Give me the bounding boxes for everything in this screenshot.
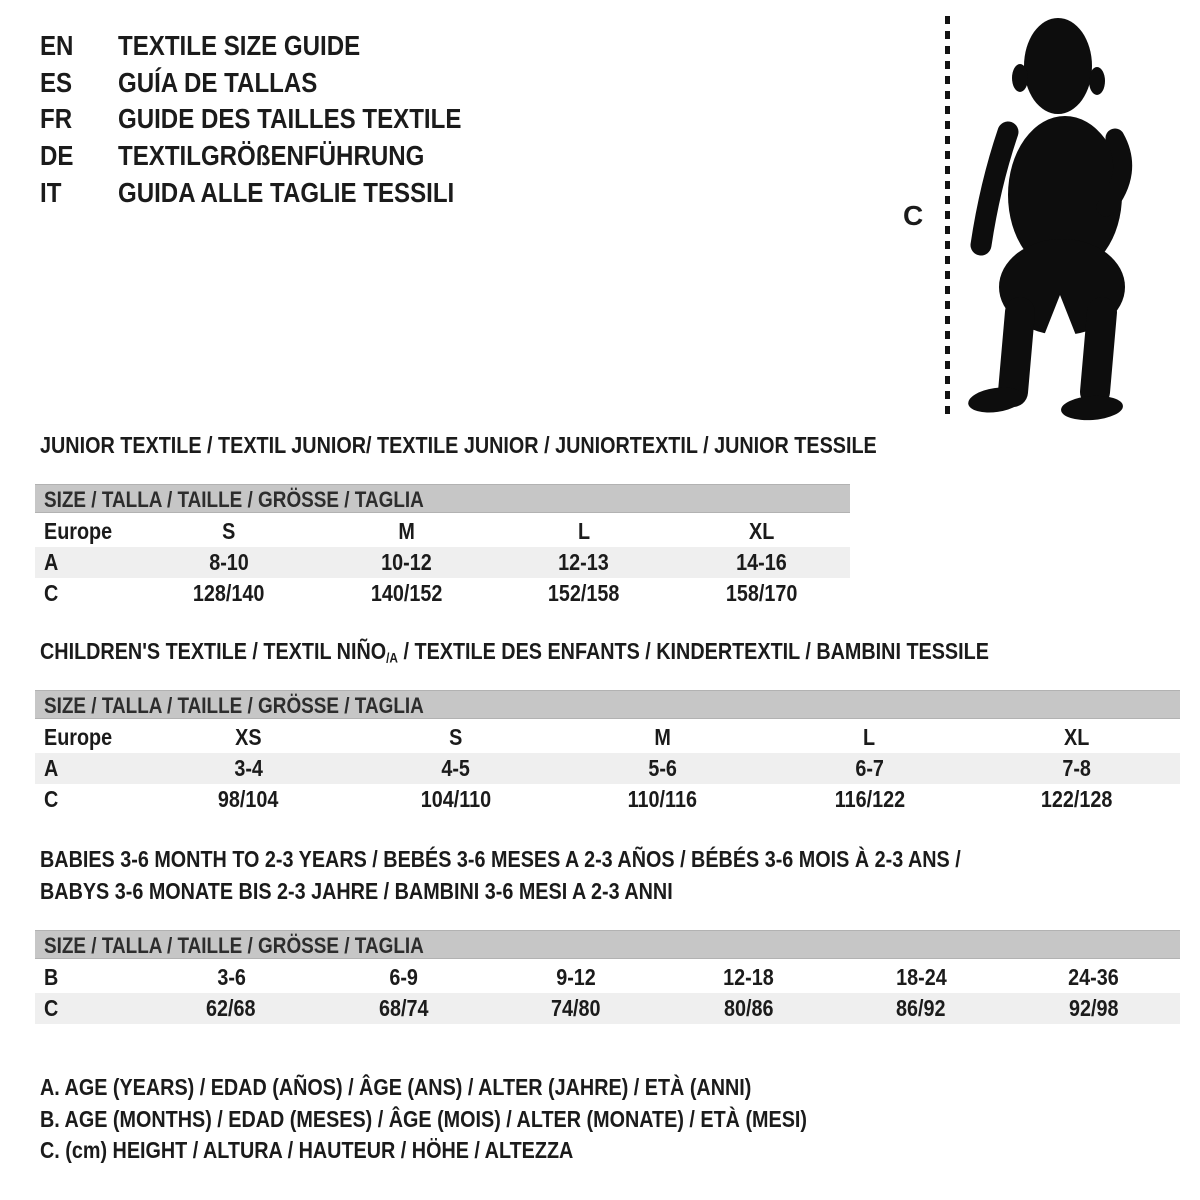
size-cell: S [222,518,236,544]
height-cell: 122/128 [1040,786,1113,812]
age-cell: 10-12 [380,549,432,575]
row-label: C [44,995,59,1021]
row-label: C [44,580,59,606]
babies-section-heading: BABIES 3-6 MONTH TO 2-3 YEARS / BEBÉS 3-6 MESES A 2-3 AÑOS / BÉBÉS 3-6 MOIS À 2-3 ANS / BABYS 3-6 MONATE BIS 2-3 JAHRE / BAMBINI 3-6 MESI A 2-3 ANNI [40,846,961,904]
size-header-bar: SIZE / TALLA / TAILLE / GRÖSSE / TAGLIA [35,930,1180,959]
age-cell: 12-13 [558,549,610,575]
row-label: C [44,786,59,812]
junior-section-heading: JUNIOR TEXTILE / TEXTIL JUNIOR/ TEXTILE JUNIOR / JUNIORTEXTIL / JUNIOR TESSILE [40,432,877,458]
size-cell: XL [748,518,774,544]
size-cell: XS [235,724,262,750]
table-row-europe [35,516,850,547]
height-cell: 140/152 [370,580,442,606]
height-cell: 104/110 [420,786,491,812]
table-row-age [35,547,850,578]
table-row-height [35,784,1180,815]
table-row-height [35,578,850,609]
size-cell: L [863,724,876,750]
height-cell: 110/116 [627,786,698,812]
nino-a-subscript: /A [386,650,399,666]
junior-size-table [35,484,850,609]
language-row-es [40,65,517,102]
language-title: TEXTILE SIZE GUIDE [118,30,361,62]
language-list [40,28,517,211]
age-cell: 3-6 [216,964,246,990]
footnote-legend [40,1072,932,1167]
legend-line-a: A. AGE (YEARS) / EDAD (AÑOS) / ÂGE (ANS) / ALTER (JAHRE) / ETÀ (ANNI) [40,1074,752,1100]
table-row-europe [35,722,1180,753]
height-cell: 74/80 [551,995,602,1021]
age-cell: 18-24 [895,964,947,990]
legend-line-c: C. (cm) HEIGHT / ALTURA / HAUTEUR / HÖHE / ALTEZZA [40,1137,574,1163]
age-cell: 3-4 [234,755,263,781]
children-size-table [35,690,1180,815]
age-cell: 6-9 [389,964,419,990]
language-row-it [40,174,517,211]
height-cell: 128/140 [192,580,265,606]
age-cell: 4-5 [441,755,470,781]
age-cell: 12-18 [723,964,775,990]
height-cell: 62/68 [206,995,257,1021]
row-label: Europe [44,518,113,544]
language-code: EN [40,30,74,62]
row-label: A [44,549,59,575]
size-header-bar: SIZE / TALLA / TAILLE / GRÖSSE / TAGLIA [35,690,1180,719]
table-row-height [35,993,1180,1024]
size-cell: M [654,724,671,750]
height-cell: 92/98 [1068,995,1119,1021]
height-cell: 68/74 [378,995,429,1021]
toddler-silhouette-icon [950,0,1150,430]
age-cell: 24-36 [1068,964,1120,990]
age-cell: 5-6 [648,755,677,781]
age-cell: 8-10 [208,549,249,575]
height-cell: 152/158 [547,580,620,606]
language-row-de [40,138,517,175]
children-section-heading: CHILDREN'S TEXTILE / TEXTIL $NIÑO_{/A}$ / TEXTILE DES ENFANTS / KINDERTEXTIL / BAMBINI TESSILE [40,638,989,666]
row-label: Europe [44,724,113,750]
height-cell: 80/86 [723,995,774,1021]
language-title: TEXTILGRÖßENFÜHRUNG [118,140,425,172]
language-title: GUIDE DES TAILLES TEXTILE [118,103,462,135]
height-measure-label: C [903,200,924,231]
height-cell: 158/170 [725,580,797,606]
language-row-fr [40,101,517,138]
table-row-age-months [35,962,1180,993]
language-title: GUIDA ALLE TAGLIE TESSILI [118,176,455,208]
language-code: ES [40,66,73,98]
height-cell: 98/104 [218,786,279,812]
babies-size-table [35,930,1180,1024]
table-row-age [35,753,1180,784]
size-cell: XL [1063,724,1090,750]
age-cell: 14-16 [735,549,787,575]
row-label: A [44,755,59,781]
row-label: B [44,964,59,990]
size-cell: M [397,518,415,544]
language-code: FR [40,103,73,135]
height-cell: 86/92 [896,995,947,1021]
language-title: GUÍA DE TALLAS [118,66,318,98]
language-row-en [40,28,517,65]
height-cell: 116/122 [834,786,905,812]
age-cell: 9-12 [556,964,597,990]
language-code: DE [40,140,74,172]
size-header-bar: SIZE / TALLA / TAILLE / GRÖSSE / TAGLIA [35,484,850,513]
age-cell: 7-8 [1062,755,1091,781]
legend-line-b: B. AGE (MONTHS) / EDAD (MESES) / ÂGE (MOIS) / ALTER (MONATE) / ETÀ (MESI) [40,1105,807,1132]
size-cell: S [448,724,463,750]
size-cell: L [577,518,590,544]
age-cell: 6-7 [855,755,884,781]
language-code: IT [40,176,62,208]
